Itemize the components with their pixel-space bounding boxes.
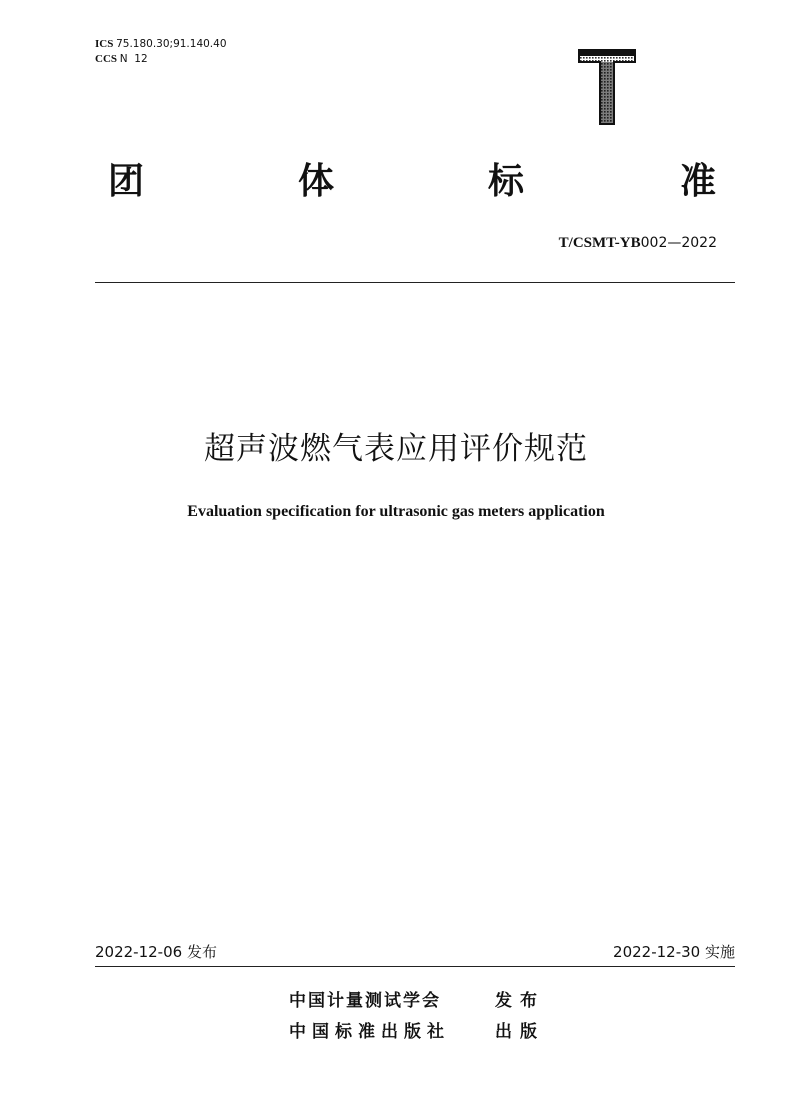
- publisher-role: 发布: [495, 991, 545, 1011]
- issue-date: 2022-12-06 发布: [95, 943, 217, 961]
- ccs-value: N 12: [119, 53, 148, 65]
- category-char-2: 体: [298, 161, 335, 202]
- standard-number-prefix: T/CSMT-YB: [558, 235, 641, 251]
- title-english: Evaluation specification for ultrasonic gas meters application: [187, 503, 605, 520]
- ccs-label: CCS: [95, 53, 118, 65]
- header-divider: [95, 282, 735, 283]
- implementation-date: 2022-12-30 实施: [613, 943, 735, 961]
- ccs-line: [95, 52, 227, 67]
- press-organization: 中国标准出版社: [289, 1022, 450, 1042]
- ics-value: 75.180.30;91.140.40: [116, 38, 227, 50]
- ics-label: ICS: [95, 38, 114, 50]
- classification-codes: [95, 37, 227, 67]
- publisher-line: [289, 989, 545, 1013]
- category-char-1: 团: [108, 161, 145, 202]
- category-char-3: 标: [488, 161, 525, 202]
- category-char-4: 准: [680, 161, 717, 202]
- standard-t-logo: [577, 48, 637, 126]
- press-role: 出版: [495, 1022, 545, 1042]
- standard-number-value: 002—2022: [640, 235, 717, 251]
- footer-divider: [95, 966, 735, 967]
- press-line: [289, 1020, 545, 1044]
- ics-line: [95, 37, 227, 52]
- standard-category: [95, 158, 725, 206]
- standard-number: [559, 232, 717, 253]
- title-chinese: 超声波燃气表应用评价规范: [204, 431, 588, 467]
- publisher-organization: 中国计量测试学会: [289, 991, 441, 1011]
